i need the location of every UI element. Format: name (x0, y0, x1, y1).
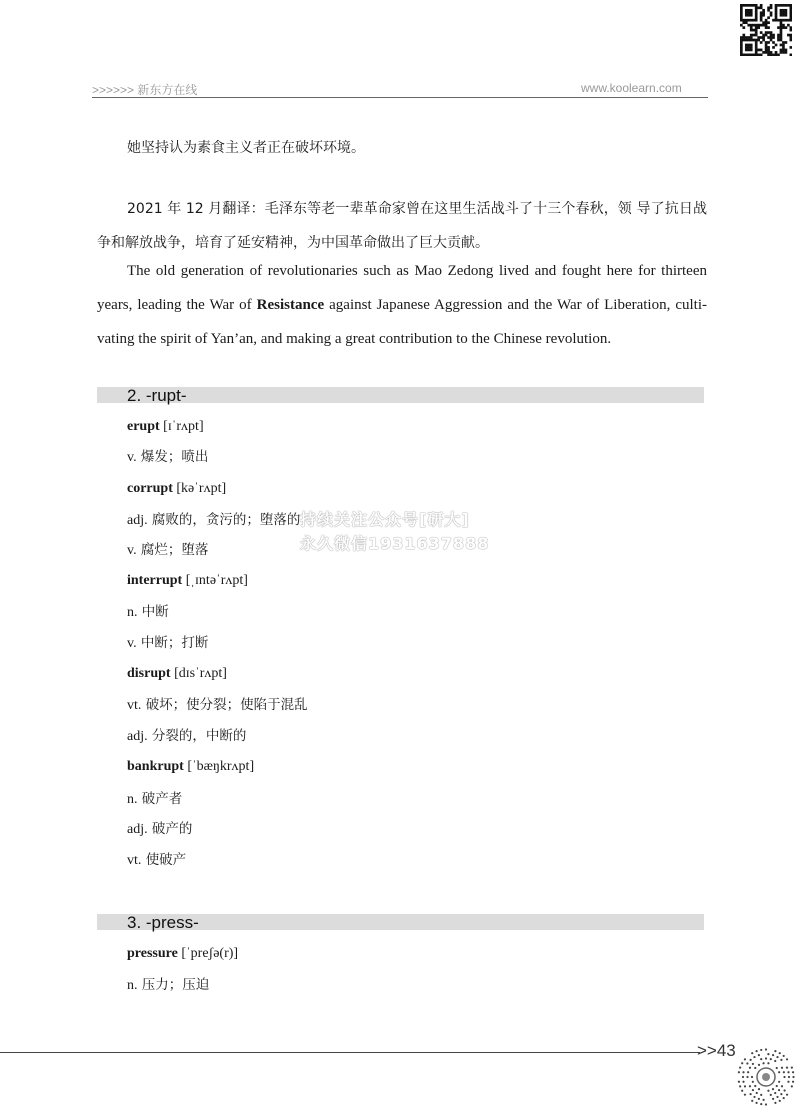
definition-text: 使破产 (145, 852, 187, 868)
headword: corrupt (127, 481, 173, 496)
section-bar-rupt (97, 387, 704, 403)
part-of-speech: v. (127, 636, 137, 651)
part-of-speech: n. (127, 605, 138, 620)
entry-interrupt (127, 572, 248, 590)
part-of-speech: vt. (127, 698, 142, 713)
phonetic: [ɪˈrʌpt] (163, 419, 204, 434)
en-text-bold: Resistance (256, 297, 325, 313)
header-divider (92, 97, 708, 98)
phonetic: [ˌɪntəˈrʌpt] (185, 573, 248, 588)
headword: interrupt (127, 573, 183, 588)
part-of-speech: adj. (127, 822, 148, 837)
watermark (300, 508, 489, 556)
phonetic: [ˈbæŋkrʌpt] (187, 759, 255, 774)
entry-erupt (127, 418, 204, 436)
part-of-speech: v. (127, 543, 137, 558)
page-number: >>43 (697, 1041, 736, 1060)
definition-text: 破坏；使分裂；使陷于混乱 (145, 697, 308, 713)
headword: bankrupt (127, 759, 184, 774)
en-text-end: against Japanese Aggression and the War of Liberation, culti-vating the spirit of Yan’an, and making a great contribution to the Chinese revolution. (97, 297, 707, 347)
entry-corrupt (127, 480, 226, 498)
entry-pressure (127, 945, 238, 963)
section-title-press: 3. -press- (127, 913, 199, 932)
headword: erupt (127, 419, 160, 434)
definition (127, 790, 182, 809)
paragraph-sentence (97, 131, 707, 165)
definition (127, 727, 246, 746)
definition-text: 中断 (141, 604, 169, 620)
footer-divider (0, 1052, 700, 1053)
definition (127, 820, 192, 839)
watermark-line: 持续关注公众号[研大] (300, 510, 470, 529)
watermark-line: 永久微信1931637888 (300, 534, 490, 553)
en-text-start: The old generation of revolutionaries such as Mao Zedong lived and fought here for thirteen years, leading the War of (97, 263, 707, 313)
part-of-speech: vt. (127, 853, 142, 868)
part-of-speech: n. (127, 792, 138, 807)
phonetic: [ˈpreʃə(r)] (181, 946, 239, 961)
definition-text: 破产的 (151, 821, 193, 837)
definition (127, 603, 169, 622)
definition (127, 448, 208, 467)
qr-code-image (740, 4, 792, 56)
paragraph-translation-zh: 2021 年 12 月翻译：毛泽东等老一辈革命家曾在这里生活战斗了十三个春秋，领 导了抗日战争和解放战争，培育了延安精神，为中国革命做出了巨大贡献。 (97, 201, 707, 251)
part-of-speech: v. (127, 450, 137, 465)
definition-text: 腐败的，贪污的；堕落的 (151, 512, 301, 528)
definition (127, 976, 209, 995)
header-brand: >>>>>> 新东方在线 (92, 83, 198, 97)
phonetic: [kəˈrʌpt] (176, 481, 227, 496)
part-of-speech: adj. (127, 513, 148, 528)
section-title-rupt: 2. -rupt- (127, 386, 187, 405)
definition-text: 爆发；喷出 (140, 449, 209, 465)
header-url: www.koolearn.com (581, 81, 682, 95)
definition (127, 696, 308, 715)
entry-disrupt (127, 665, 227, 683)
definition (127, 541, 208, 560)
definition-text: 压力；压迫 (141, 977, 210, 993)
definition-text: 中断；打断 (140, 635, 209, 651)
paragraph-translation-en (97, 254, 707, 356)
definition-text: 分裂的，中断的 (151, 728, 247, 744)
part-of-speech: n. (127, 978, 138, 993)
phonetic: [dɪsˈrʌpt] (174, 666, 227, 681)
headword: disrupt (127, 666, 171, 681)
definition-text: 破产者 (141, 791, 183, 807)
part-of-speech: adj. (127, 729, 148, 744)
definition-text: 腐烂；堕落 (140, 542, 209, 558)
entry-bankrupt (127, 758, 254, 776)
sentence-text: 她坚持认为素食主义者正在破坏环境。 (127, 140, 365, 156)
headword: pressure (127, 946, 178, 961)
definition (127, 634, 208, 653)
mini-program-code-icon (735, 1046, 797, 1108)
definition (127, 851, 186, 870)
definition (127, 511, 300, 530)
